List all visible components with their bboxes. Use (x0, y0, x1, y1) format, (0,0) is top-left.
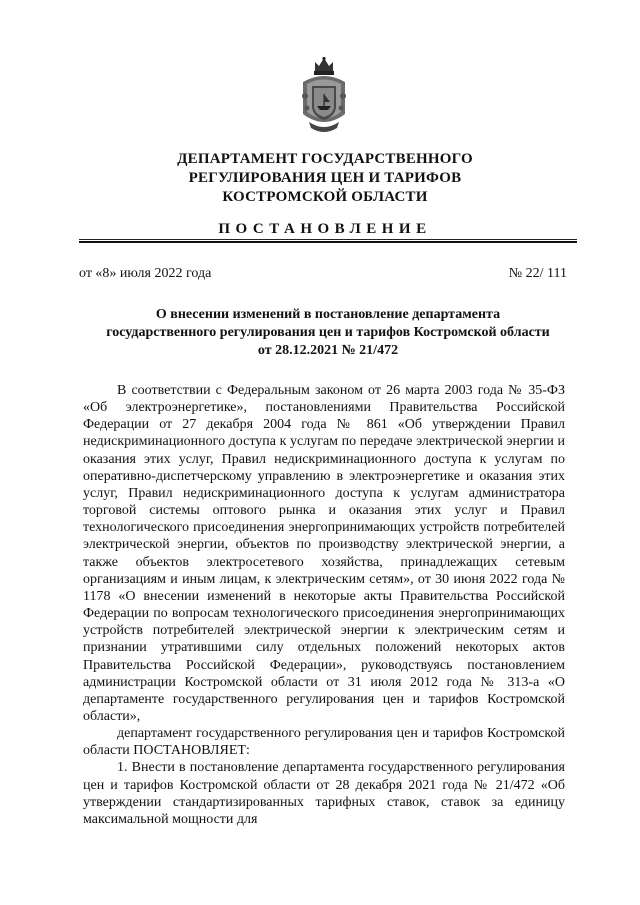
department-name-line-1: ДЕПАРТАМЕНТ ГОСУДАРСТВЕННОГО (177, 151, 473, 167)
header-rule-thin (79, 239, 577, 240)
department-name-line-2: РЕГУЛИРОВАНИЯ ЦЕН И ТАРИФОВ (188, 170, 462, 186)
body-paragraph-resolves: департамент государственного регулирования цен и тарифов Костромской области ПОСТАНОВЛЯЕТ: (83, 726, 565, 759)
document-title (79, 306, 577, 360)
header-rule-thick (79, 241, 577, 243)
document-type-heading: ПОСТАНОВЛЕНИЕ (218, 221, 432, 237)
body-paragraph-item-1: 1. Внести в постановление департамента государственного регулирования цен и тарифов Костромской области от 28 декабря 2021 года № 21/472 «Об утверждении стандартизированных тарифных ставок, ставок за единицу максимальной мощности для (83, 760, 565, 827)
title-line-3: от 28.12.2021 № 21/472 (257, 343, 399, 358)
coat-of-arms-emblem (297, 56, 351, 138)
document-body (83, 382, 565, 828)
document-date: от «8» июля 2022 года (79, 266, 212, 281)
date-number-line (79, 265, 567, 283)
body-paragraph-preamble: В соответствии с Федеральным законом от 26 марта 2003 года № 35-ФЗ «Об электроэнергетике», постановлениями Правительства Российской Федерации от 27 декабря 2004 года № 861 «Об утверждении Правил недискриминационного доступа к услугам по передаче электрической энергии и оказания этих услуг, Правил недискриминационного доступа к услугам по оперативно-диспетчерскому управлению в электроэнергетике и оказания этих услуг, Правил недискриминационного доступа к услугам администратора торговой системы оптового рынка и оказания этих услуг и Правил технологического присоединения энергопринимающих устройств потребителей электрической энергии, объектов по производству электрической энергии, а также объектов электросетевого хозяйства, принадлежащих сетевым организациям и иным лицам, к электрическим сетям», от 30 июня 2022 года № 1178 «О внесении изменений в некоторые акты Правительства Российской Федерации по вопросам технологического присоединения энергопринимающих устройств потребителей электрической энергии к электрическим сетям и признании утратившими силу отдельных положений некоторых актов Правительства Российской Федерации», руководствуясь постановлением администрации Костромской области от 31 июля 2012 года № 313-а «О департаменте государственного регулирования цен и тарифов Костромской области», (83, 383, 565, 724)
title-line-1: О внесении изменений в постановление департамента (155, 307, 501, 322)
document-number: № 22/ 111 (508, 266, 567, 281)
title-line-2: государственного регулирования цен и тарифов Костромской области (106, 325, 550, 340)
department-name-line-3: КОСТРОМСКОЙ ОБЛАСТИ (222, 189, 428, 205)
